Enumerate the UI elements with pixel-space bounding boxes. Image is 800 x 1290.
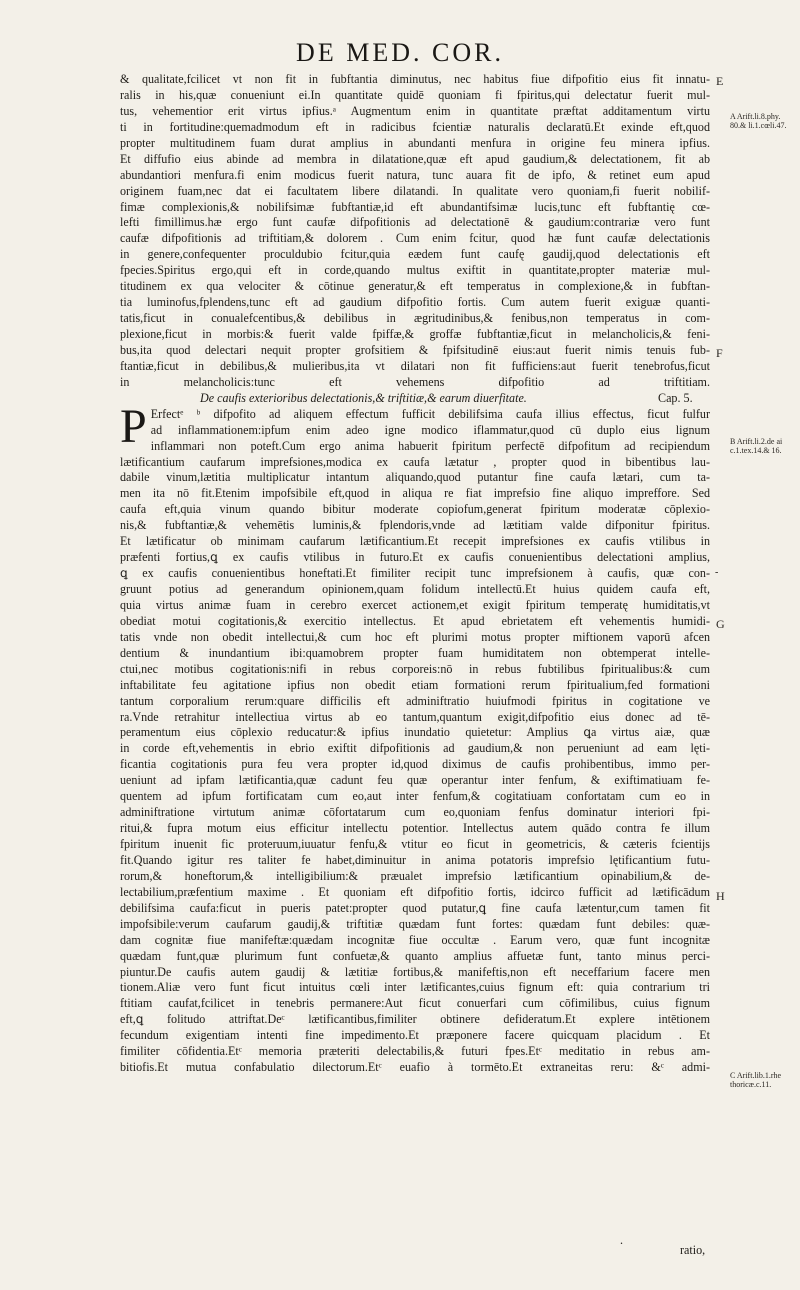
text-line: bitiofis.Et mutua confabulatio dilectorum.Etᶜ euafio à tormēto.Et extraneitas reru: &ᶜ admi- [120, 1060, 710, 1075]
side-note-b: B Arift.li.2.de ai c.1.tex.14.& 16. [730, 437, 783, 455]
text-line: præfenti fortius,ꝗ ex caufis vtilibus in futuro.Et ex caufis conuenientibus delectationi amplius, [120, 550, 710, 565]
text-line: quentem ad ipfum fortificatam cum eo,aut inter fenfum,& cogitatiuam confortatam cum eo in [120, 789, 710, 804]
body-text [120, 72, 710, 1076]
text-line: caufa eft,quia vinum quando bibitur moderate copiofum,generat fpiritum moderatæ cōplexio- [120, 502, 710, 517]
margin-mark: - [715, 567, 719, 578]
margin-letter-e: E [716, 74, 724, 88]
text-line: fimiliter cōfidentia.Etᶜ memoria præteriti delectabilis,& futuri fpes.Etᶜ meditatio in rebus am- [120, 1044, 710, 1059]
chapter-heading-title: De caufis exterioribus delectationis,& triftitiæ,& earum diuerfitate. [200, 390, 527, 405]
text-line: in melancholicis:tunc eft vehemens difpofitio ad triftitiam. [120, 374, 710, 389]
text-line: fit.Quando igitur res taliter fe habet,diminuitur in anima potatoris imprefsio lętificantium futu- [120, 852, 710, 867]
text-line: ftitiam caufat,fcilicet in tenebris permanere:Aut ficut conuerfari cum cōfimilibus, cuius fignum [120, 996, 710, 1011]
side-note-c: C Arift.lib.1.rhe thoricæ.c.11. [730, 1071, 782, 1089]
text-line: & qualitate,fcilicet vt non fit in fubftantia diminutus, nec habitus fiue difpofitio eius fit innatu- [120, 72, 710, 86]
text-line: caufæ difpofitionis ad triftitiam,& dolorem . Cum enim fcitur, quod hæ funt caufæ delectationis [120, 231, 710, 246]
chapter-number: Cap. 5. [658, 390, 693, 405]
text-line: adminiftratione virtutum animæ cōfortatarum cum eo,quoniam fenfus dominatur interiori fpi- [120, 805, 710, 820]
text-line: quædam funt,quæ plurimum funt confuetæ,& quanto amplius affuetæ funt, tanto minus perci- [120, 948, 710, 963]
text-line: gruunt potius ad generandum opinionem,quam folidum intellectū.Et huius quidem caufa eft, [120, 582, 710, 596]
text-line: ra.Vnde retrahitur intellectiua virtus ab eo tantum,quantum exigit,difpofitio eius donec ad tē- [120, 709, 710, 724]
text-line: nis,& fubftantiæ,& vehemētis luminis,& fplendoris,vnde ad lætitiam valde difponitur fpiritus. [120, 518, 710, 533]
running-head: DE MED. COR. [296, 38, 504, 67]
book-page: DE MED. COR. & qualitate,fcilicet vt non fit in fubftantia diminutus, nec habitus fiue difpofitio eius fit innatu- ralis in his,quæ conueniunt ei.In quantitate quidē quoniam fi fpiritus,qui delectatur fuerit mul- tus, vehementior erit virtus ipfius.ᵃ Augmentum enim in quantitate præftat additamentum virtu ti in fortitudine:quemadmodum eft in radicibus fcientiæ naturalis declaratū.Et exinde eft,quod propter multitudinem fuam durat amplius in abundanti menfura in origine feu minera ipfius. Et diffufio eius abinde ad membra in dilatatione,quæ eft apud gaudium,& delectationem, fit ab abundantiori menfura.fi enim modicus fuerit natura, tunc auara fit de ipfo, & retinet eum apud originem fuam,nec dat ei facultatem libere dilatandi. In qualitate vero quoniam,fi fuerit nobilif- fimæ complexionis,& nobilifsimæ fubftantiæ,id eft abundantifsimæ lucis,tunc eft fubftantię cœ- lefti fimillimus.hæ ergo funt caufæ difpofitionis ad delectationē & gaudium:contrariæ vero funt caufæ difpofitionis ad triftitiam,& dolorem . Cum enim fcitur, quod hæ funt caufæ delectationis in genere,confequenter proculdubio fcitur,quia eædem funt caufę gaudij,quod delectationis eft fpecies.Spiritus ergo,qui eft in corde,quando multus exiftit in quantitate,propter materiæ mul- titudinem ex qua velociter & cōtinue generatur,& eft temperatus in complexione,& in fubftan- tia luminofus,fplendens,tunc eft ad gaudium difpofitio fortis. Cum autem fuerit exiguæ quanti- tatis,ficut in conualefcentibus,& debilibus in ægritudinibus,& fenibus,non temperatus in com- plexione,ficut in morbis:& fuerit valde fpiffæ,& groffæ fubftantiæ,ficut in melancholicis,& feni- bus,ita quod delectari nequit propter grofsitiem & fpifsitudinē eius:aut fuerit nimis tenuis fub- ftantiæ,ficut in debilibus,& mulieribus,ita vt dilatari non fit fufficiens:aut fuerit tenebrofus,ficut in melancholicis:tunc eft vehemens difpofitio ad triftitiam. De caufis exterioribus delectationis,& triftitiæ,& earum diuerfitate. Cap. 5. P Erfectᵉ ᵇ difpofito ad aliquem effectum fufficit debilifsima caufa illius effectus, ficut fulfur ad inflammationem:ipfum enim adeo igne modico iflammatur,quod cū duplo eius lignum inflammari non poteft.Cum ergo anima habuerit fpiritum perfectē difpofitum ad recipiendum lætificantium caufarum imprefsiones,modica ex caufa lætatur , propter quod in bibentibus lau- dabile vinum,lætitia multiplicatur intantum aliquando,quod putantur fine caufa lætari, cum ta- men ita nō fit.Etenim impofsibile eft,quod in aliqua re fiat imprefsio fine aliquo impreffore. Sed caufa eft,quia vinum quando bibitur moderate copiofum,generat fpiritum moderatæ cōplexio- nis,& fubftantiæ,& vehemētis luminis,& fplendoris,vnde ad lætitiam valde difponitur fpiritus. Et lætificatur ob minimam caufarum lætificantium.Et recepit imprefsiones ex caufis vtilibus in præfenti fortius,ꝗ ex caufis vtilibus in futuro.Et ex caufis conuenientibus delectationi amplius, ꝗ ex caufis conuenientibus honeftati.Et fimiliter recipit tunc imprefsionem à caufis, quæ con- gruunt potius ad generandum opinionem,quam folidum intellectū.Et huius quidem caufa eft, quia virtus animæ fuam in cerebro exercet actionem,et exigit fpiritum temperatę humiditatis,vt obediat motui cogitationis,& exercitio intellectus. Et apud ebrietatem eft vehementis humidi- tatis vnde non obedit intellectui,& cum hoc eft plurimi motus propter miftionem vaporū afcen dentium & inundantium ibi:quamobrem propter fuam humiditatem non obtemperat intelle- ctui,nec motibus cogitationis:nifi in rebus corporeis:nō in rebus fubtilibus fpiritualibus:& cum inftabilitate feu agitatione ipfius non obedit etiam formationi rerum fpiritualium,fed formationi tantum corporalium rerum:quare difficilis eft adminiftratio huiufmodi fpiritus in cogitatione ve ra.Vnde retrahitur intellectiua virtus ab eo tantum,quantum exigit,difpofitio eius donec ad tē- peramentum eius cōplexio reducatur:& ipfius inundatio quietetur: Amplius ꝗa virtus aiæ, quæ in corde eft,vehementis in ebrio exiftit difpofitionis ad gaudium,& non perueniunt ad eam lęti- ficantia cogitationis pura feu vera propter id,quod diximus de caufis prohibentibus, immo per- ueniunt ad ipfam lætificantia,quæ cadunt feu quæ operantur inter fenfum, & exiftimatiuam fe- quentem ad ipfum fortificatam cum eo,aut inter fenfum,& cogitatiuam confortatam cum eo in adminiftratione virtutum animæ cōfortatarum cum eo,quoniam fenfus dominatur interiori fpi- ritui,& fupra motum eius efficitur intellectu potentior. Intellectus autem quādo contra fe illum fpiritum inuenit fic proteruum,iuuatur fenfu,& vtitur eo ficut in geometricis, & cæteris fcientijs fit.Quando igitur res taliter fe habet,diminuitur in anima potatoris imprefsio lętificantium futu- rorum,& honeftorum,& intelligibilium:& præualet imprefsio lætificantium opinabilium,& de- lectabilium,præfentium maxime . Et quoniam eft difpofitio fortis, idcirco fufficit ad lætificādum debilifsima caufa:ficut in pueris patet:propter quod putatur,ꝗ fine caufa lætentur,cum tamen fit impofsibile:verum caufarum gaudij,& triftitiæ quædam funt fortes: quædam funt debiles: quæ- dam cognitæ fiue manifeftæ:quædam incognitæ fiue occultæ . Earum vero, quæ funt incognitæ quædam funt,quæ plurimum funt confuetæ,& quanto amplius affuetæ funt, tanto minus perci- piuntur.De caufis autem gaudij & lætitiæ fortibus,& manifeftis,non eft neceffarium facere men tionem.Aliæ vero funt ficut intuitus cœli inter lætificantes,cuius fignum eft: quia contrarium tri ftitiam caufat,fcilicet in tenebris permanere:Aut ficut conuerfari cum cōfimilibus, cuius fignum eft,ꝗ folitudo attriftat.Deᶜ lætificantibus,fimiliter obtinere defideratum.Et explere intētionem fecundum exigentiam intenti fine impedimento.Et præponere facere quicquam placidum . Et fimiliter cōfidentia.Etᶜ memoria præteriti delectabilis,& futuri fpes.Etᶜ meditatio in rebus am- bitiofis.Et mutua confabulatio dilectorum.Etᶜ euafio à tormēto.Et extraneitas reru: &ᶜ admi- . ratio, E F G H A Arift.li.8.phy. 80.& li.1.cœli.47. B Arift.li.2.de ai c.1.tex.14.& 16. C Arift.lib.1.rhe thoricæ.c.11. - [0, 0, 800, 1290]
text-line: dentium & inundantium ibi:quamobrem propter fuam humiditatem non obtemperat intelle- [120, 645, 710, 660]
drop-cap: P [120, 399, 147, 453]
text-line: lætificantium caufarum imprefsiones,modica ex caufa lætatur , propter quod in bibentibus lau- [120, 454, 710, 469]
text-line: originem fuam,nec dat ei facultatem libere dilatandi. In qualitate vero quoniam,fi fuerit nobilif- [120, 183, 710, 198]
text-line: tionem.Aliæ vero funt ficut intuitus cœli inter lætificantes,cuius fignum eft: quia contrarium tri [120, 980, 710, 995]
text-line: debilifsima caufa:ficut in pueris patet:propter quod putatur,ꝗ fine caufa lætentur,cum tamen fit [120, 900, 710, 915]
margin-letter-g: G [716, 617, 725, 631]
margin-letter-f: F [716, 346, 723, 360]
text-line: abundantiori menfura.fi enim modicus fuerit natura, tunc auara fit de ipfo, & retinet eum apud [120, 167, 710, 182]
text-line: dam cognitæ fiue manifeftæ:quædam incognitæ fiue occultæ . Earum vero, quæ funt incognitæ [120, 932, 710, 947]
text-line: men ita nō fit.Etenim impofsibile eft,quod in aliqua re fiat imprefsio fine aliquo impreffore. Sed [120, 486, 710, 501]
paragraph-1 [120, 72, 710, 391]
text-line: tia luminofus,fplendens,tunc eft ad gaudium difpofitio fortis. Cum autem fuerit exiguæ quanti- [120, 295, 710, 310]
text-line: lectabilium,præfentium maxime . Et quoniam eft difpofitio fortis, idcirco fufficit ad lætificādum [120, 884, 710, 899]
text-line: tatis,ficut in conualefcentibus,& debilibus in ægritudinibus,& fenibus,non temperatus in com- [120, 311, 710, 326]
text-line: piuntur.De caufis autem gaudij & lætitiæ fortibus,& manifeftis,non eft neceffarium facere men [120, 964, 710, 979]
text-line: Et lætificatur ob minimam caufarum lætificantium.Et recepit imprefsiones ex caufis vtilibus in [120, 534, 710, 549]
text-line: plexione,ficut in morbis:& fuerit valde fpiffæ,& groffæ fubftantiæ,ficut in melancholicis,& feni- [120, 327, 710, 341]
text-line: Et diffufio eius abinde ad membra in dilatatione,quæ eft apud gaudium,& delectationem, fit ab [120, 151, 710, 166]
text-line: impofsibile:verum caufarum gaudij,& triftitiæ quædam funt fortes: quædam funt debiles: quæ- [120, 916, 710, 931]
text-line: dabile vinum,lætitia multiplicatur intantum aliquando,quod putantur fine caufa lætari, cum ta- [120, 470, 710, 485]
text-line: ftantiæ,ficut in debilibus,& mulieribus,ita vt dilatari non fit fufficiens:aut fuerit tenebrofus,ficut [120, 358, 710, 373]
paragraph-2 [120, 439, 710, 1077]
text-line: rorum,& honeftorum,& intelligibilium:& præualet imprefsio lætificantium opinabilium,& de- [120, 868, 710, 883]
chapter-heading [120, 391, 710, 407]
text-line: bus,ita quod delectari nequit propter grofsitiem & fpifsitudinē eius:aut fuerit nimis tenuis fub- [120, 342, 710, 357]
text-line: tus, vehementior erit virtus ipfius.ᵃ Augmentum enim in quantitate præftat additamentum virtu [120, 103, 710, 118]
text-line: obediat motui cogitationis,& exercitio intellectus. Et apud ebrietatem eft vehementis humidi- [120, 613, 710, 628]
text-line: in corde eft,vehementis in ebrio exiftit difpofitionis ad gaudium,& non perueniunt ad eam lęti- [120, 741, 710, 756]
text-line: peramentum eius cōplexio reducatur:& ipfius inundatio quietetur: Amplius ꝗa virtus aiæ, quæ [120, 725, 710, 740]
text-line: ralis in his,quæ conueniunt ei.In quantitate quidē quoniam fi fpiritus,qui delectatur fuerit mul- [120, 87, 710, 102]
text-line: ctui,nec motibus cogitationis:nifi in rebus corporeis:nō in rebus fubtilibus fpiritualibus:& cum [120, 661, 710, 676]
catchword: ratio, [680, 1243, 706, 1257]
text-line: inflammari non poteft.Cum ergo anima habuerit fpiritum perfectē difpofitum ad recipiendum [150, 438, 710, 453]
text-line: ad inflammationem:ipfum enim adeo igne modico iflammatur,quod cū duplo eius lignum [150, 422, 710, 437]
text-line: tantum corporalium rerum:quare difficilis eft adminiftratio huiufmodi fpiritus in cogitatione ve [120, 693, 710, 708]
text-line: ueniunt ad ipfam lætificantia,quæ cadunt feu quæ operantur inter fenfum, & exiftimatiuam fe- [120, 773, 710, 788]
text-line: tatis vnde non obedit intellectui,& cum hoc eft plurimi motus propter miftionem vaporū afcen [120, 629, 710, 644]
text-line: propter multitudinem fuam durat amplius in abundanti menfura in origine feu minera ipfius. [120, 135, 710, 150]
text-line: lefti fimillimus.hæ ergo funt caufæ difpofitionis ad delectationē & gaudium:contrariæ vero funt [120, 215, 710, 230]
text-line: ficantia cogitationis pura feu vera propter id,quod diximus de caufis prohibentibus, immo per- [120, 757, 710, 772]
margin-letter-h: H [716, 889, 725, 903]
text-line: ti in fortitudine:quemadmodum eft in radicibus fcientiæ naturalis declaratū.Et exinde eft,quod [120, 119, 710, 134]
text-line: ꝗ ex caufis conuenientibus honeftati.Et fimiliter recipit tunc imprefsionem à caufis, quæ con- [120, 566, 710, 581]
text-line: fimæ complexionis,& nobilifsimæ fubftantiæ,id eft abundantifsimæ lucis,tunc eft fubftantię cœ- [120, 199, 710, 214]
text-line: quia virtus animæ fuam in cerebro exercet actionem,et exigit fpiritum temperatę humiditatis,vt [120, 597, 710, 612]
side-note-a: A Arift.li.8.phy. 80.& li.1.cœli.47. [730, 112, 787, 130]
text-line: ritui,& fupra motum eius efficitur intellectu potentior. Intellectus autem quādo contra fe illum [120, 821, 710, 836]
text-line: titudinem ex qua velociter & cōtinue generatur,& eft temperatus in complexione,& in fubftan- [120, 279, 710, 294]
text-line: eft,ꝗ folitudo attriftat.Deᶜ lætificantibus,fimiliter obtinere defideratum.Et explere intētionem [120, 1012, 710, 1027]
text-line: in genere,confequenter proculdubio fcitur,quia eædem funt caufę gaudij,quod delectationis eft [120, 247, 710, 262]
text-line: inftabilitate feu agitatione ipfius non obedit etiam formationi rerum fpiritualium,fed formationi [120, 677, 710, 692]
text-line: fpecies.Spiritus ergo,qui eft in corde,quando multus exiftit in quantitate,propter materiæ mul- [120, 263, 710, 278]
text-line: fecundum exigentiam intenti fine impedimento.Et præponere facere quicquam placidum . Et [120, 1028, 710, 1043]
text-line: fpiritum inuenit fic proteruum,iuuatur fenfu,& vtitur eo ficut in geometricis, & cæteris fcientijs [120, 837, 710, 851]
text-line: Erfectᵉ ᵇ difpofito ad aliquem effectum fufficit debilifsima caufa illius effectus, ficut fulfur [150, 406, 710, 421]
